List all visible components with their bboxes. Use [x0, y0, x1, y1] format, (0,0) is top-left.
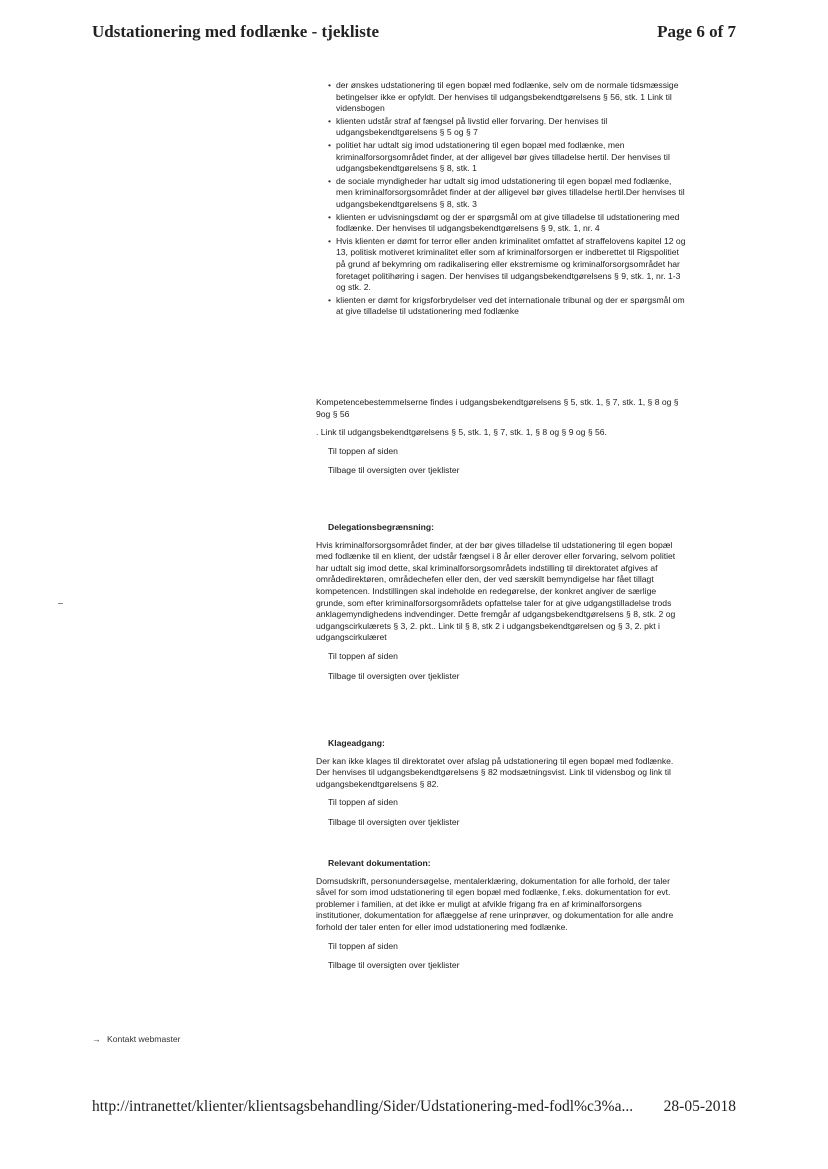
back-to-overview-link[interactable]: Tilbage til oversigten over tjeklister: [328, 816, 460, 827]
kompetence-section: [316, 397, 686, 485]
back-to-overview-link[interactable]: Tilbage til oversigten over tjeklister: [328, 465, 460, 476]
list-item: • der ønskes udstationering til egen bopæl med fodlænke, selv om de normale tidsmæssige betingelser ikke er opfyldt. Der henvises til udgangsbekendtgørelsens § 56, stk. 1 Link til vidensbogen: [328, 80, 686, 115]
page-header: [92, 22, 736, 46]
arrow-right-icon: →: [92, 1034, 101, 1044]
page-number: Page 6 of 7: [657, 22, 736, 41]
list-item: • de sociale myndigheder har udtalt sig imod udstationering til egen bopæl med fodlænke, men kriminalforsorgsområdet finder at der alligevel bør gives tilladelse hertil.Der henvises til udgangsbekendtgørelsens § 8, stk. 3: [328, 176, 686, 211]
list-item: • klienten er dømt for krigsforbrydelser ved det internationale tribunal og der er spørgsmål om at give tilladelse til udstationering med fodlænke: [328, 295, 686, 318]
to-top-link[interactable]: Til toppen af siden: [328, 650, 398, 661]
klage-section: [316, 738, 686, 837]
back-to-overview-link[interactable]: Tilbage til oversigten over tjeklister: [328, 960, 460, 971]
delegation-section: [316, 522, 686, 690]
delegation-text: Hvis kriminalforsorgsområdet finder, at der bør gives tilladelse til udstationering til egen bopæl med fodlænke til en klient, der udstår fængsel i 8 år eller derover eller forvaring, selvom politiet har udtalt sig imod dette, skal kriminalforsorgsområdets indstilling til direktoratet afgives af områdedirektøren, områdechefen eller den, der ved særskilt bemyndigelse har fået tillagt kompetencen. Indstillingen skal indeholde en redegørelse, der konkret angiver de særlige grunde, som efter kriminalforsorgsområdets opfattelse taler for at give udgangstilladelse trods anklagemyndighedens indvendinger. Dette fremgår af udgangsbekendtgørelsens § 8, stk. 2 og udgangscirkulærets § 3, 2. pkt.. Link til § 8, stk 2 i udgangsbekendtgørelsen og § 3, 2. pkt i udgangscirkulæret: [316, 539, 676, 643]
list-item: • Hvis klienten er dømt for terror eller anden kriminalitet omfattet af straffelovens kapitel 12 og 13, politisk motiveret kriminalitet eller som af kriminalforsorgen er indberettet til Rigspolitiet på grund af bekymring om radikalisering eller ekstremisme og kriminalforsorgsområdet har foretaget politihøring i sagen. Der henvises til udgangsbekendtgørelsens § 9, stk. 1, nr. 1-3 og stk. 2.: [328, 236, 686, 294]
kompetence-text: Kompetencebestemmelserne findes i udgangsbekendtgørelsens § 5, stk. 1, § 7, stk. 1, § 8 og § 9og § 56: [316, 397, 679, 419]
section-heading: Relevant dokumentation:: [328, 858, 431, 868]
to-top-link[interactable]: Til toppen af siden: [328, 797, 398, 808]
page-url: http://intranettet/klienter/klientsagsbehandling/Sider/Udstationering-med-fodl%c3%a...: [92, 1098, 634, 1115]
list-item: • klienten er udvisningsdømt og der er spørgsmål om at give tilladelse til udstationering med fodlænke. Der henvises til udgangsbekendtgørelsens § 9, stk. 1, nr. 4: [328, 212, 686, 235]
contact-webmaster-label[interactable]: Kontakt webmaster: [106, 1034, 181, 1044]
dokumentation-text: Domsudskrift, personundersøgelse, mentalerklæring, dokumentation for alle forhold, der taler såvel for som imod udstationering til egen bopæl med fodlænke, f.eks. dokumentation for evt. problemer i familien, at det ikke er muligt at afvikle frigang fra en af kriminalforsorgens institutioner, dokumentation for aflæggelse af rene urinprøver, og dokumentation for alle andre forhold der taler enten for eller imod udstationering med fodlænke.: [316, 875, 674, 932]
criteria-list: [316, 80, 686, 318]
page-footer: [92, 1098, 736, 1120]
margin-mark: [58, 603, 63, 604]
dokumentation-section: [316, 858, 686, 980]
list-item: • klienten udstår straf af fængsel på livstid eller forvaring. Der henvises til udgangsbekendtgørelsens § 5 og § 7: [328, 116, 686, 139]
to-top-link[interactable]: Til toppen af siden: [328, 445, 398, 456]
list-item: • politiet har udtalt sig imod udstationering til egen bopæl med fodlænke, men kriminalforsorgsområdet finder, at der alligevel bør gives tilladelse hertil. Der henvises til udgangsbekendtgørelsens § 8, stk. 1: [328, 140, 686, 175]
contact-webmaster[interactable]: [92, 1034, 181, 1044]
document-title: Udstationering med fodlænke - tjekliste: [92, 22, 380, 41]
klage-text: Der kan ikke klages til direktoratet over afslag på udstationering til egen bopæl med fodlænke. Der henvises til udgangsbekendtgørelsens § 82 modsætningsvist. Link til vidensbog og link til udgangsbekendtgørelsens § 82.: [316, 755, 674, 789]
section-heading: Delegationsbegrænsning:: [328, 522, 434, 532]
to-top-link[interactable]: Til toppen af siden: [328, 940, 398, 951]
back-to-overview-link[interactable]: Tilbage til oversigten over tjeklister: [328, 670, 460, 681]
section-heading: Klageadgang:: [328, 738, 385, 748]
print-date: 28-05-2018: [663, 1098, 736, 1115]
kompetence-link[interactable]: . Link til udgangsbekendtgørelsens § 5, stk. 1, § 7, stk. 1, § 8 og § 9 og § 56.: [316, 427, 607, 438]
criteria-list-section: [316, 80, 686, 319]
